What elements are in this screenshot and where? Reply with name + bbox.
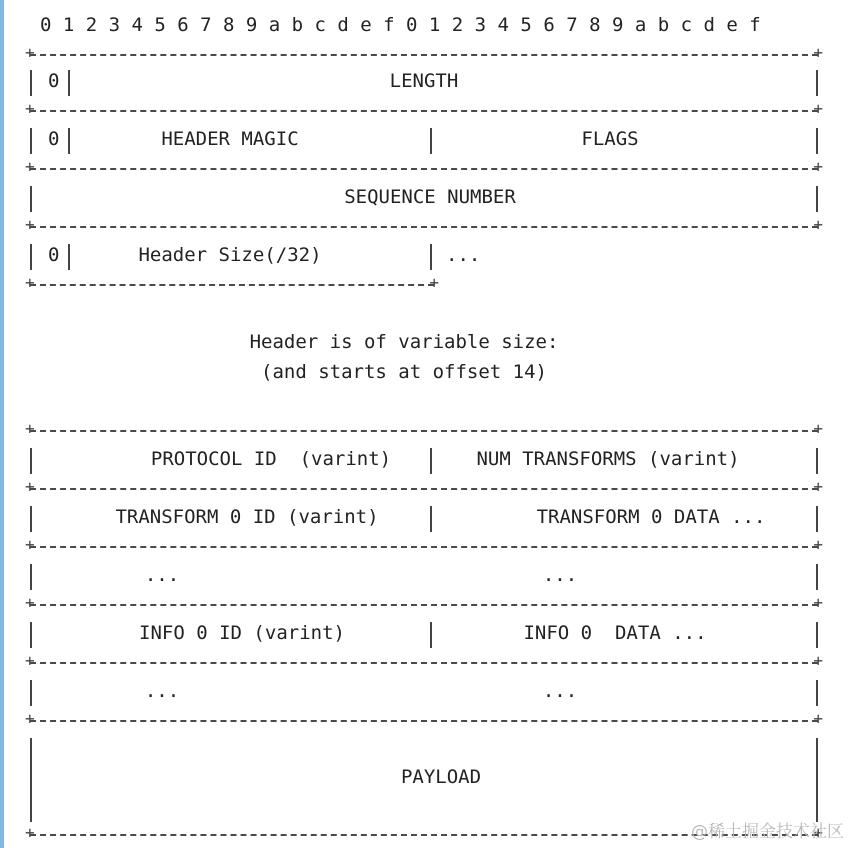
ellipsis-right: ... bbox=[542, 680, 578, 702]
transform-data-field: TRANSFORM 0 DATA ... bbox=[536, 506, 766, 528]
protocol-id-field: PROTOCOL ID (varint) bbox=[150, 448, 392, 470]
row-border-right bbox=[816, 448, 818, 474]
separator-line bbox=[30, 546, 818, 548]
continuation-ellipsis: ... bbox=[446, 244, 481, 266]
left-edge-bar bbox=[0, 0, 4, 848]
row-border-right bbox=[816, 70, 818, 96]
row-border-left bbox=[30, 128, 32, 154]
row-border-left bbox=[30, 506, 32, 532]
row-border-right bbox=[816, 128, 818, 154]
transform-id-field: TRANSFORM 0 ID (varint) bbox=[115, 506, 379, 528]
flag-bit: 0 bbox=[48, 128, 60, 150]
separator-line bbox=[30, 720, 818, 722]
ellipsis-left: ... bbox=[144, 680, 180, 702]
payload-field: PAYLOAD bbox=[400, 766, 482, 788]
offset-note: (and starts at offset 14) bbox=[261, 361, 547, 383]
separator-line bbox=[30, 488, 818, 490]
row-border-right bbox=[816, 564, 818, 590]
separator-line bbox=[30, 168, 818, 170]
row-border-right bbox=[816, 738, 818, 822]
ellipsis-left: ... bbox=[144, 564, 180, 586]
separator-line bbox=[30, 662, 818, 664]
separator-line bbox=[30, 110, 818, 112]
separator-line-half bbox=[30, 284, 434, 286]
row-border-right bbox=[816, 186, 818, 212]
row-border-left bbox=[30, 738, 32, 822]
num-transforms-field: NUM TRANSFORMS (varint) bbox=[476, 448, 740, 470]
row-border-left bbox=[30, 70, 32, 96]
flags-field: FLAGS bbox=[581, 128, 639, 150]
field-divider bbox=[430, 622, 432, 648]
row-border-left bbox=[30, 564, 32, 590]
separator-line bbox=[30, 54, 818, 56]
row-border-left bbox=[30, 186, 32, 212]
info-id-field: INFO 0 ID (varint) bbox=[139, 622, 345, 644]
separator-line bbox=[30, 226, 818, 228]
field-divider bbox=[430, 128, 432, 154]
separator-line bbox=[30, 604, 818, 606]
bit-index-header: 0 1 2 3 4 5 6 7 8 9 a b c d e f 0 1 2 3 4 5 6 7 8 9 a b c d e f bbox=[40, 14, 761, 36]
flag-divider bbox=[68, 244, 70, 270]
header-size-field: Header Size(/32) bbox=[138, 244, 322, 266]
ellipsis-right: ... bbox=[542, 564, 578, 586]
flag-divider bbox=[68, 70, 70, 96]
row-border-left bbox=[30, 244, 32, 270]
row-border-left bbox=[30, 448, 32, 474]
row-border-left bbox=[30, 622, 32, 648]
flag-divider bbox=[68, 128, 70, 154]
field-divider bbox=[430, 506, 432, 532]
row-border-left bbox=[30, 680, 32, 706]
flag-bit: 0 bbox=[48, 70, 60, 92]
site-watermark: @稀土掘金技术社区 bbox=[691, 822, 844, 842]
row-border-right bbox=[816, 506, 818, 532]
length-field: LENGTH bbox=[389, 70, 459, 92]
header-magic-field: HEADER MAGIC bbox=[161, 128, 299, 150]
field-divider bbox=[430, 244, 432, 270]
separator-line bbox=[30, 430, 818, 432]
field-divider bbox=[430, 448, 432, 474]
sequence-number-field: SEQUENCE NUMBER bbox=[344, 186, 516, 208]
row-border-right bbox=[816, 680, 818, 706]
variable-header-note: Header is of variable size: bbox=[249, 331, 559, 353]
row-border-right bbox=[816, 622, 818, 648]
info-data-field: INFO 0 DATA ... bbox=[523, 622, 707, 644]
flag-bit: 0 bbox=[48, 244, 60, 266]
